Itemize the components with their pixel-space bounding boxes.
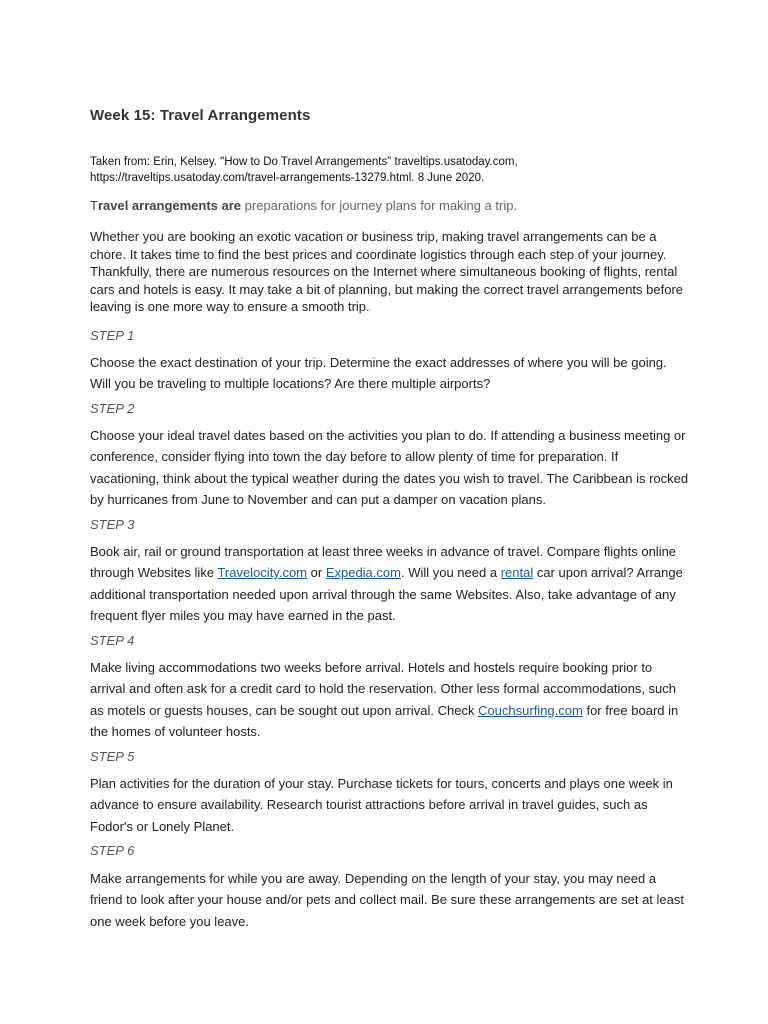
page-title: Week 15: Travel Arrangements xyxy=(90,107,311,124)
rental-link[interactable]: rental xyxy=(500,565,534,581)
step-paragraph: Choose the exact destination of your trip. Determine the exact addresses of where you will be going. Will you be traveling to multiple locations? Are there multiple airports? xyxy=(90,355,667,392)
step-text: Book air, rail or ground transportation at least three weeks in advance of travel. Compare flights online through Websites like xyxy=(90,544,677,581)
step-text: for free board in the homes of volunteer hosts. xyxy=(90,702,679,739)
step-paragraph xyxy=(90,541,690,626)
definition-first-letter: T xyxy=(90,198,98,213)
step-label: STEP 6 xyxy=(90,843,135,858)
step-paragraph: Make arrangements for while you are away. Depending on the length of your stay, you may need a friend to look after your house and/or pets and collect mail. Be sure these arrangements are set at least one week before you leave. xyxy=(90,871,684,929)
citation-line-2: https://traveltips.usatoday.com/travel-arrangements-13279.html. 8 June 2020. xyxy=(90,172,485,184)
step-label: STEP 3 xyxy=(90,517,135,532)
definition-rest: preparations for journey plans for making a trip. xyxy=(241,198,518,213)
citation-line-1: Taken from: Erin, Kelsey. "How to Do Travel Arrangements" traveltips.usatoday.com, xyxy=(90,156,518,168)
definition-sentence xyxy=(90,198,517,213)
step-paragraph: Plan activities for the duration of your stay. Purchase tickets for tours, concerts and plays one week in advance to ensure availability. Research tourist attractions before arrival in travel guides, such as Fodor's or Lonely Planet. xyxy=(90,776,673,834)
couchsurfing-link[interactable]: Couchsurfing.com xyxy=(478,702,583,718)
step-paragraph: Choose your ideal travel dates based on the activities you plan to do. If attending a business meeting or conference, consider flying into town the day before to allow plenty of time for preparation. If vacationing, think about the typical weather during the dates you wish to travel. The Caribbean is rocked by hurricanes from June to November and can put a damper on vacation plans. xyxy=(90,428,689,507)
step-text: Make living accommodations two weeks before arrival. Hotels and hostels require booking prior to arrival and often ask for a credit card to hold the reservation. Other less formal accommodations, such as motels or guests houses, can be sought out upon arrival. Check xyxy=(90,660,676,718)
step-text: car upon arrival? Arrange additional transportation needed upon arrival through the same Websites. Also, take advantage of any frequent flyer miles you may have earned in the past. xyxy=(90,565,683,623)
citation xyxy=(90,154,690,186)
step-paragraph xyxy=(90,657,690,742)
travelocity-link[interactable]: Travelocity.com xyxy=(217,565,308,581)
step-label: STEP 2 xyxy=(90,401,135,416)
step-text: or xyxy=(307,565,326,581)
step-text: . Will you need a xyxy=(400,565,501,581)
expedia-link[interactable]: Expedia.com xyxy=(325,565,401,581)
step-label: STEP 1 xyxy=(90,328,135,343)
step-label: STEP 4 xyxy=(90,633,135,648)
definition-bold: ravel arrangements are xyxy=(97,198,242,213)
intro-paragraph: Whether you are booking an exotic vacation or business trip, making travel arrangements can be a chore. It takes time to find the best prices and coordinate logistics through each step of your journey. Thankfully, there are numerous resources on the Internet where simultaneous booking of flights, rental cars and hotels is easy. It may take a bit of planning, but making the correct travel arrangements before leaving is one more way to ensure a smooth trip. xyxy=(90,229,684,314)
step-label: STEP 5 xyxy=(90,749,135,764)
